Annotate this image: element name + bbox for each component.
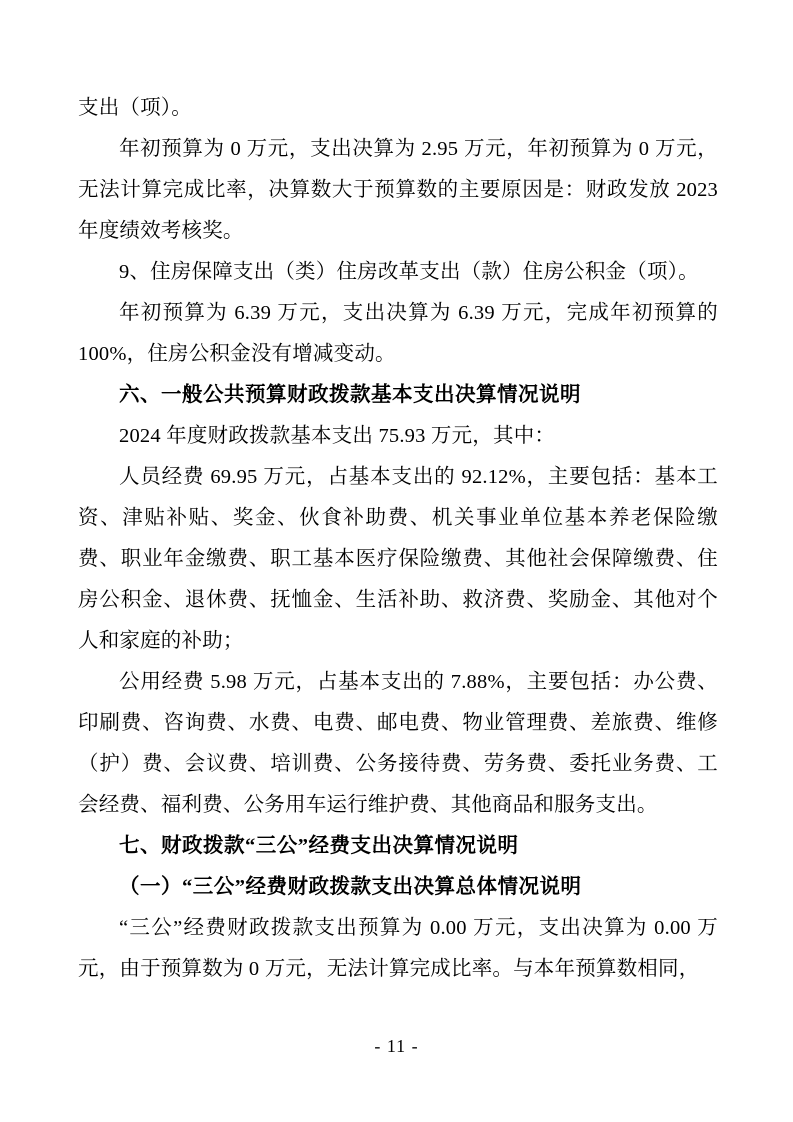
paragraph-basic-expenditure-total: 2024 年度财政拨款基本支出 75.93 万元，其中： [119, 425, 556, 447]
heading-section-seven: 七、财政拨款“三公”经费支出决算情况说明 [119, 835, 519, 857]
paragraph-continuation: 支出（项）。 [78, 97, 192, 119]
document-body [78, 88, 718, 990]
paragraph-item-9: 9、住房保障支出（类）住房改革支出（款）住房公积金（项）。 [119, 261, 699, 283]
paragraph-public-expenses: 公用经费 5.98 万元，占基本支出的 7.88%，主要包括：办公费、印刷费、咨询费、水费、电费、邮电费、物业管理费、差旅费、维修（护）费、会议费、培训费、公务接待费、劳务费、委托业务费、工会经费、福利费、公务用车运行维护费、其他商品和服务支出。 [78, 671, 718, 816]
paragraph-personnel-expenses: 人员经费 69.95 万元，占基本支出的 92.12%，主要包括：基本工资、津贴补贴、奖金、伙食补助费、机关事业单位基本养老保险缴费、职业年金缴费、职工基本医疗保险缴费、其他社会保障缴费、住房公积金、退休费、抚恤金、生活补助、救济费、奖励金、其他对个人和家庭的补助； [78, 466, 718, 652]
heading-subsection-one: （一）“三公”经费财政拨款支出决算总体情况说明 [119, 876, 582, 898]
paragraph-housing-fund: 年初预算为 6.39 万元，支出决算为 6.39 万元，完成年初预算的 100%，住房公积金没有增减变动。 [78, 302, 718, 365]
paragraph-budget-detail: 年初预算为 0 万元，支出决算为 2.95 万元，年初预算为 0 万元，无法计算完成比率，决算数大于预算数的主要原因是：财政发放 2023 年度绩效考核奖。 [78, 138, 718, 242]
paragraph-three-public-funds: “三公”经费财政拨款支出预算为 0.00 万元，支出决算为 0.00 万元，由于预算数为 0 万元，无法计算完成比率。与本年预算数相同， [78, 917, 718, 980]
page-number: - 11 - [374, 1036, 419, 1056]
heading-section-six: 六、一般公共预算财政拨款基本支出决算情况说明 [119, 384, 581, 406]
